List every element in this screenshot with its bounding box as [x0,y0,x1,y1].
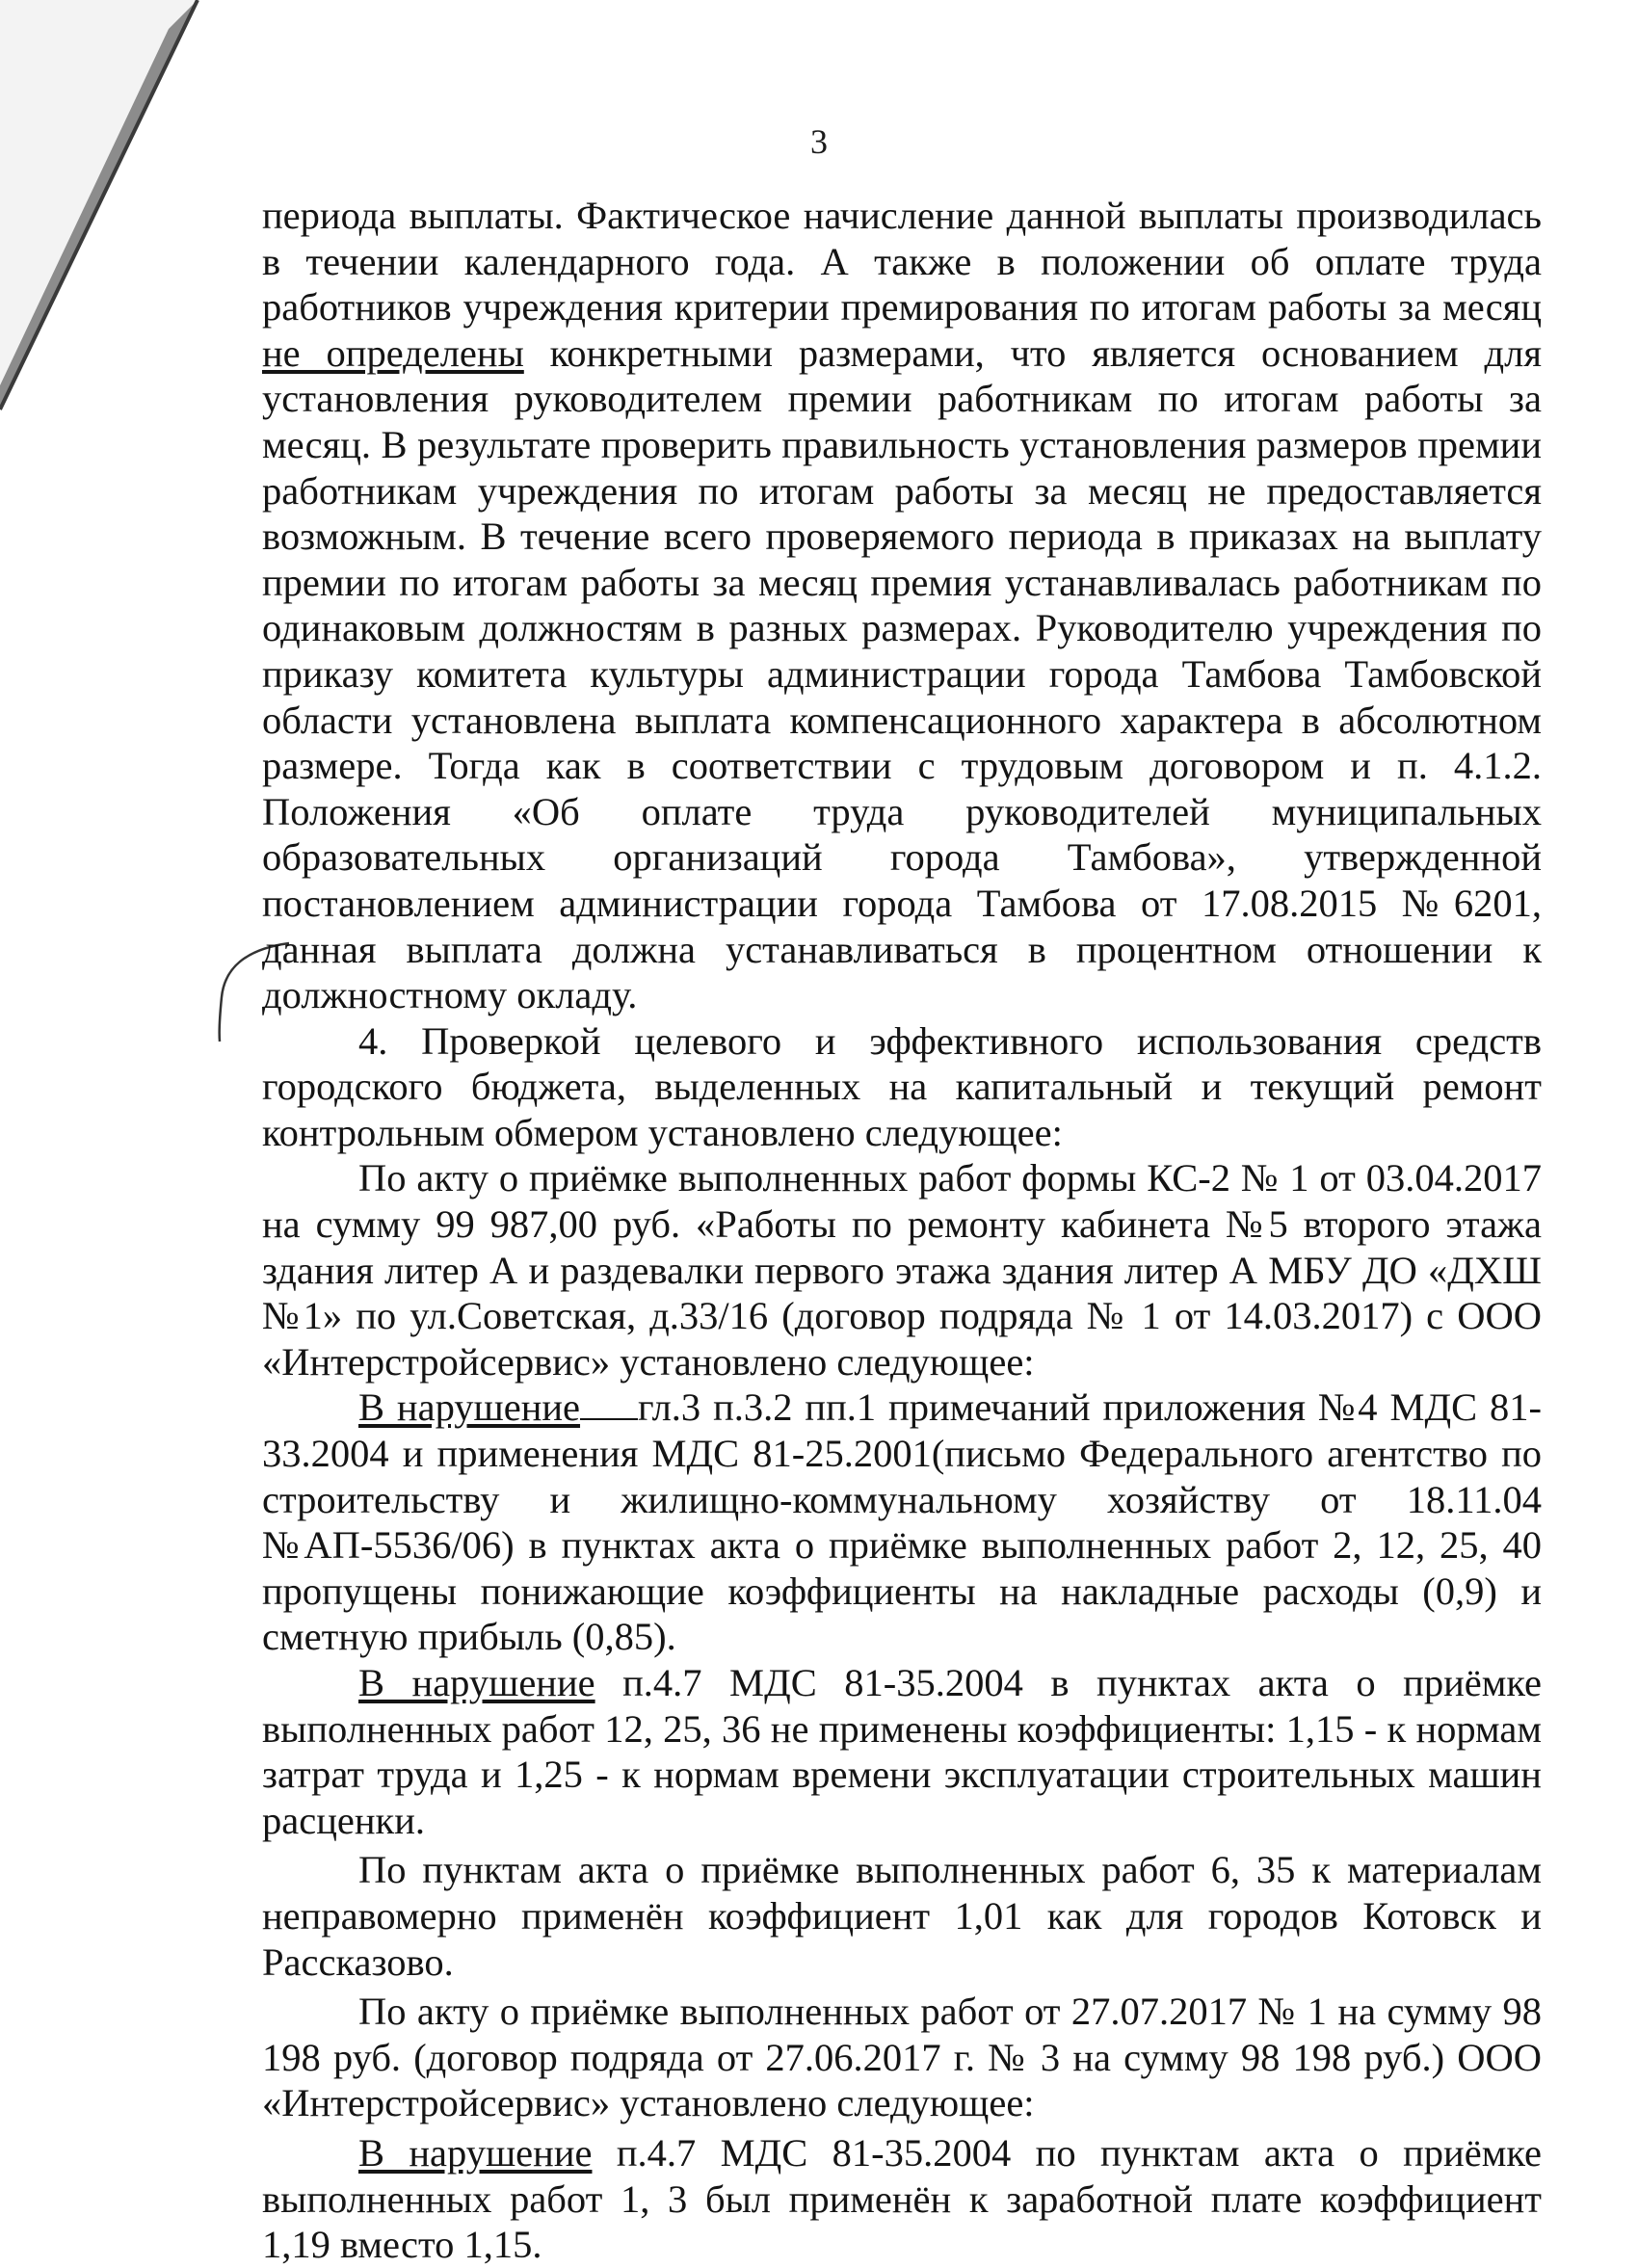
paragraph-text: гл.3 п.3.2 пп.1 примечаний приложения №4 МДС 81-33.2004 и применения МДС 81-25.2001(письмо Федерального агентство по строительству и жилищно-коммунальному хозяйству от 18.11.04 №АП-5536/06) в пунктах акта о приёмке выполненных работ 2, 12, 25, 40 пропущены понижающие коэффициенты на накладные расходы (0,9) и сметную прибыль (0,85). [262,1385,1542,1659]
underlined-text: В нарушение [358,2130,593,2175]
underlined-text: В нарушение [358,1661,595,1704]
paragraph-text: периода выплаты. Фактическое начисление данной выплаты производилась в течении календарного года. А также в положении об оплате труда работников учреждения критерии премирования по итогам работы за месяц [262,194,1542,330]
paragraph-text: п.4.7 МДС 81-35.2004 по пунктам акта о приёмке выполненных работ 1, 3 был применён к заработной плате коэффициент 1,19 вместо 1,15. [262,2130,1542,2267]
folded-corner-shadow [0,0,202,414]
underlined-text: не определены [262,330,524,375]
paragraph-text: конкретными размерами, что является основанием для установления руководителем премии работникам по итогам работы за месяц. В результате проверить правильность установления размеров премии работникам учреждения по итогам работы за месяц не предоставляется возможным. В течение всего проверяемого периода в приказах на выплату премии по итогам работы за месяц премия устанавливалась работникам по одинаковым должностям в разных размерах. Руководителю учреждения по приказу комитета культуры администрации города Тамбова Тамбовской области установлена выплата компенсационного характера в абсолютном размере. Тогда как в соответствии с трудовым договором и п. 4.1.2. Положения «Об оплате труда руководителей муниципальных образовательных организаций города Тамбова», утвержденной постановлением администрации города Тамбова от 17.08.2015 №6201, данная выплата должна устанавливаться в процентном отношении к должностному окладу. [262,330,1542,1017]
paragraph-materials-coefficient: По пунктам акта о приёмке выполненных работ 6, 35 к материалам неправомерно применён коэффициент 1,01 как для городов Котовск и Рассказово. [262,1848,1542,1984]
underlined-text: В нарушение [358,1385,581,1430]
paragraph-act-ks2: По акту о приёмке выполненных работ формы КС-2 № 1 от 03.04.2017 на сумму 99 987,00 руб. «Работы по ремонту кабинета №5 второго этажа здания литер А и раздевалки первого этажа здания литер А МБУ ДО «ДХШ №1» по ул.Советская, д.33/16 (договор подряда № 1 от 14.03.2017) с ООО «Интерстройсервис» установлено следующее: [262,1156,1542,1384]
paragraph-act-27-07-2017: По акту о приёмке выполненных работ от 27.07.2017 № 1 на сумму 98 198 руб. (договор подряда от 27.06.2017 г. № 3 на сумму 98 198 руб.) ООО «Интерстройсервис» установлено следующее: [262,1990,1542,2125]
page-number: 3 [810,122,828,161]
paragraph-violation-mds-81-33 [262,1385,1542,1660]
paragraph-violation-wage-coefficient [262,2130,1542,2268]
paragraph-text: п.4.7 МДС 81-35.2004 в пунктах акта о приёмке выполненных работ 12, 25, 36 не применены коэффициенты: 1,15 - к нормам затрат труда и 1,25 - к нормам времени эксплуатации строительных машин расценки. [262,1661,1542,1842]
document-body [262,193,1542,2268]
underline-blank [580,1389,638,1420]
paragraph-salary-bonus [262,193,1542,1018]
paragraph-item-4: 4. Проверкой целевого и эффективного использования средств городского бюджета, выделенных на капитальный и текущий ремонт контрольным обмером установлено следующее: [262,1018,1542,1154]
paragraph-violation-mds-81-35-coefficients [262,1660,1542,1843]
